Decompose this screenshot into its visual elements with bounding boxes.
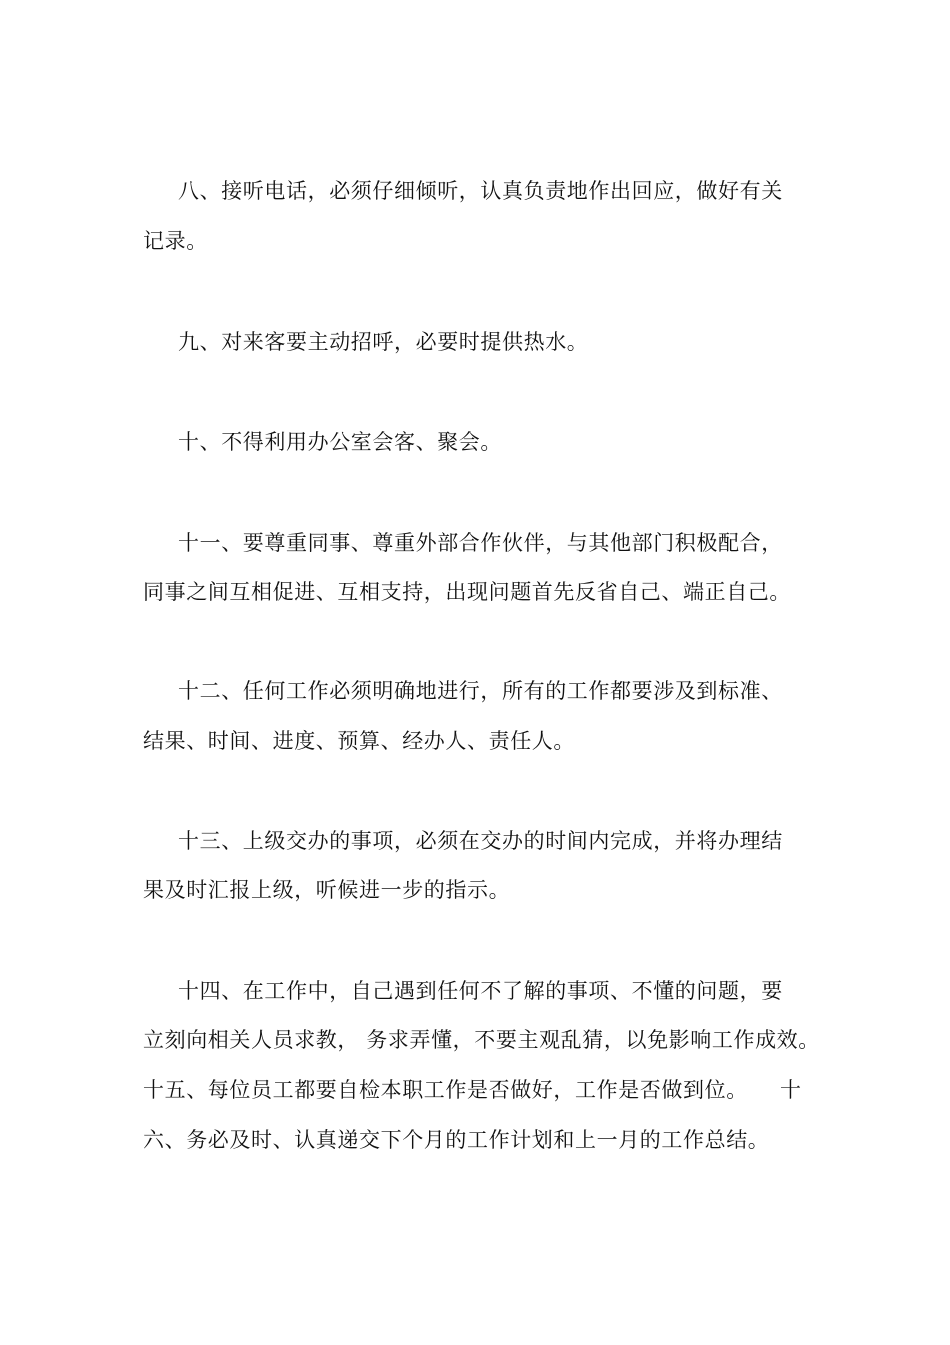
rule-12-line-2: 结果、时间、进度、预算、经办人、责任人。 — [143, 729, 575, 753]
rule-13-line-1: 十三、上级交办的事项，必须在交办的时间内完成，并将办理结 — [178, 829, 783, 853]
rule-16-line-1: 六、务必及时、认真递交下个月的工作计划和上一月的工作总结。 — [143, 1128, 770, 1152]
rule-11-line-1: 十一、要尊重同事、尊重外部合作伙伴，与其他部门积极配合， — [178, 531, 783, 555]
rule-14-line-2: 立刻向相关人员求教， 务求弄懂，不要主观乱猜，以免影响工作成效。 — [143, 1028, 820, 1052]
rule-12-line-1: 十二、任何工作必须明确地进行，所有的工作都要涉及到标准、 — [178, 679, 783, 703]
rule-8-line-1: 八、接听电话，必须仔细倾听，认真负责地作出回应，做好有关 — [178, 179, 783, 203]
rule-10-line-1: 十、不得利用办公室会客、聚会。 — [178, 430, 502, 454]
rule-13-line-2: 果及时汇报上级，听候进一步的指示。 — [143, 878, 511, 902]
rule-8-line-2: 记录。 — [143, 229, 208, 253]
rule-11-line-2: 同事之间互相促进、互相支持，出现问题首先反省自己、端正自己。 — [143, 580, 791, 604]
rule-16-prefix: 十 — [780, 1078, 802, 1102]
rule-14-line-1: 十四、在工作中，自己遇到任何不了解的事项、不懂的问题，要 — [178, 979, 783, 1003]
rule-15-line-1: 十五、每位员工都要自检本职工作是否做好，工作是否做到位。 — [143, 1078, 748, 1102]
rule-9-line-1: 九、对来客要主动招呼，必要时提供热水。 — [178, 330, 589, 354]
